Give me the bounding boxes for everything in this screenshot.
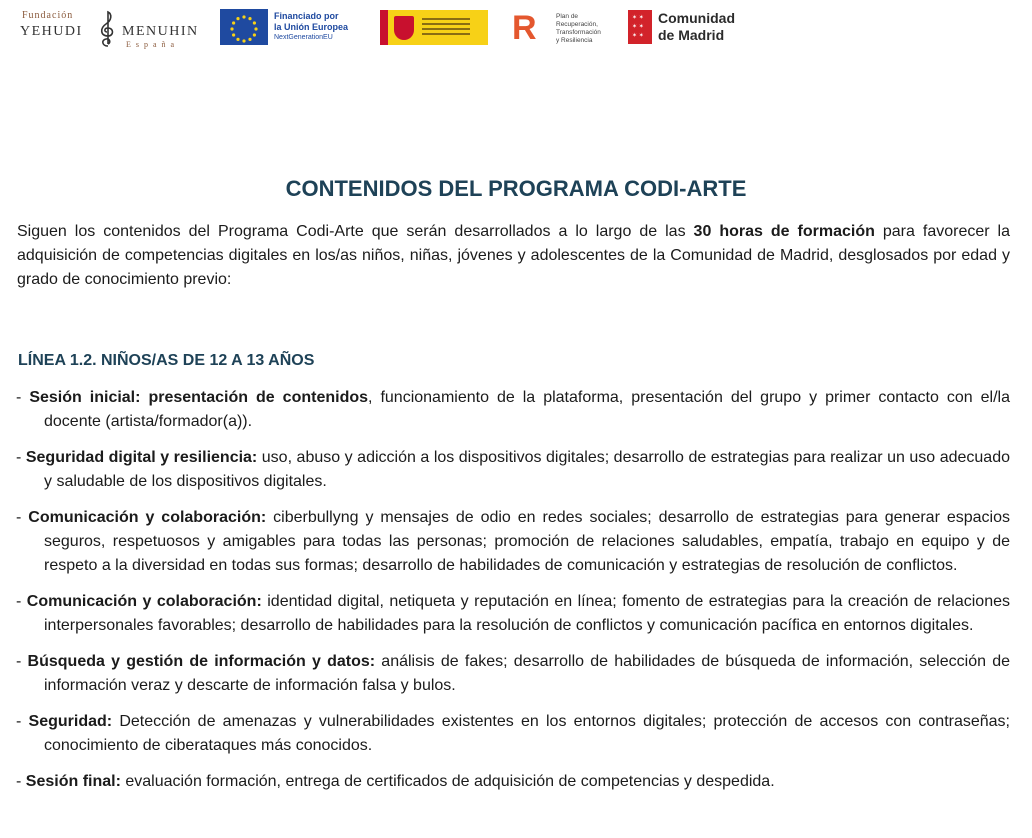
madrid-line1: Comunidad xyxy=(658,10,735,26)
yehudi-name-left: YEHUDI xyxy=(20,24,83,39)
spain-coat-of-arms-icon xyxy=(394,16,414,40)
yehudi-name-right: MENUHIN xyxy=(122,24,199,39)
list-item: - Comunicación y colaboración: identidad digital, netiqueta y reputación en línea; fomento de estrategias para la creación de relaciones interpersonales favorables; desarrollo de habilidades para la resolución de conflictos y comunicación pacífica en entornos digitales. xyxy=(16,593,1011,634)
plan-recuperacion-logo xyxy=(512,6,608,50)
page-title: CONTENIDOS DEL PROGRAMA CODI-ARTE xyxy=(285,176,747,201)
list-item: - Búsqueda y gestión de información y datos: análisis de fakes; desarrollo de habilidades de búsqueda de información, selección de información veraz y descarte de información falsa y bulos. xyxy=(16,653,1010,694)
comunidad-madrid-logo xyxy=(628,6,748,50)
intro-paragraph: Siguen los contenidos del Programa Codi-Arte que serán desarrollados a lo largo de las 30 horas de formación para favorecer la adquisición de competencias digitales en los/as niños, niñas, jóvenes y adolescentes de la Comunidad de Madrid, desglosados por edad y grado de conocimiento previo: xyxy=(17,223,1011,288)
madrid-line2: de Madrid xyxy=(658,27,725,43)
prtr-line2: Recuperación, xyxy=(556,21,598,28)
list-item: - Comunicación y colaboración: ciberbullyng y mensajes de odio en redes sociales; desarrollo de estrategias para generar espacios seguros, respetuosos y amigables para todas las personas; promoción de relaciones saludables, empatía, trabajo en equipo y de respeto a la diversidad en todas sus formas; desarrollo de habilidades de comunicación y estrategias de resolución de conflictos. xyxy=(16,509,1010,574)
list-item: - Sesión inicial: presentación de contenidos, funcionamiento de la plataforma, presentación del grupo y primer contacto con el/la docente (artista/formador(a)). xyxy=(16,389,1011,430)
list-item: - Seguridad digital y resiliencia: uso, abuso y adicción a los dispositivos digitales; desarrollo de estrategias para realizar un uso adecuado y saludable de los dispositivos digitales. xyxy=(16,449,1010,490)
prtr-line3: Transformación xyxy=(556,29,601,36)
yehudi-menuhin-logo xyxy=(18,6,203,50)
eu-line1: Financiado por xyxy=(274,11,339,21)
yehudi-line1: Fundación xyxy=(22,10,74,21)
sponsor-logos xyxy=(18,6,748,50)
yehudi-line3: España xyxy=(126,40,180,49)
treble-clef-icon xyxy=(96,8,120,48)
list-item: - Seguridad: Detección de amenazas y vulnerabilidades existentes en los entornos digitales; protección de accesos con contraseñas; conocimiento de ciberataques más conocidos. xyxy=(16,713,1011,754)
intro-hours: 30 horas de formación xyxy=(693,223,875,240)
prtr-line1: Plan de xyxy=(556,13,579,20)
list-item: - Sesión final: evaluación formación, entrega de certificados de adquisición de competencias y despedida. xyxy=(16,773,775,790)
eu-funding-logo xyxy=(220,6,362,50)
eu-line2: la Unión Europea xyxy=(274,22,349,32)
gobierno-espana-logo xyxy=(380,6,488,50)
content-list xyxy=(16,386,1010,794)
eu-flag-icon xyxy=(220,9,268,45)
eu-line3: NextGenerationEU xyxy=(274,34,333,41)
prtr-line4: y Resiliencia xyxy=(556,37,593,44)
madrid-flag-icon: ✶ ✶ ✶ ✶ ✶ ✶ xyxy=(628,10,652,44)
prtr-mark: R xyxy=(512,9,537,47)
section-heading: LÍNEA 1.2. NIÑOS/AS DE 12 A 13 AÑOS xyxy=(18,352,315,369)
